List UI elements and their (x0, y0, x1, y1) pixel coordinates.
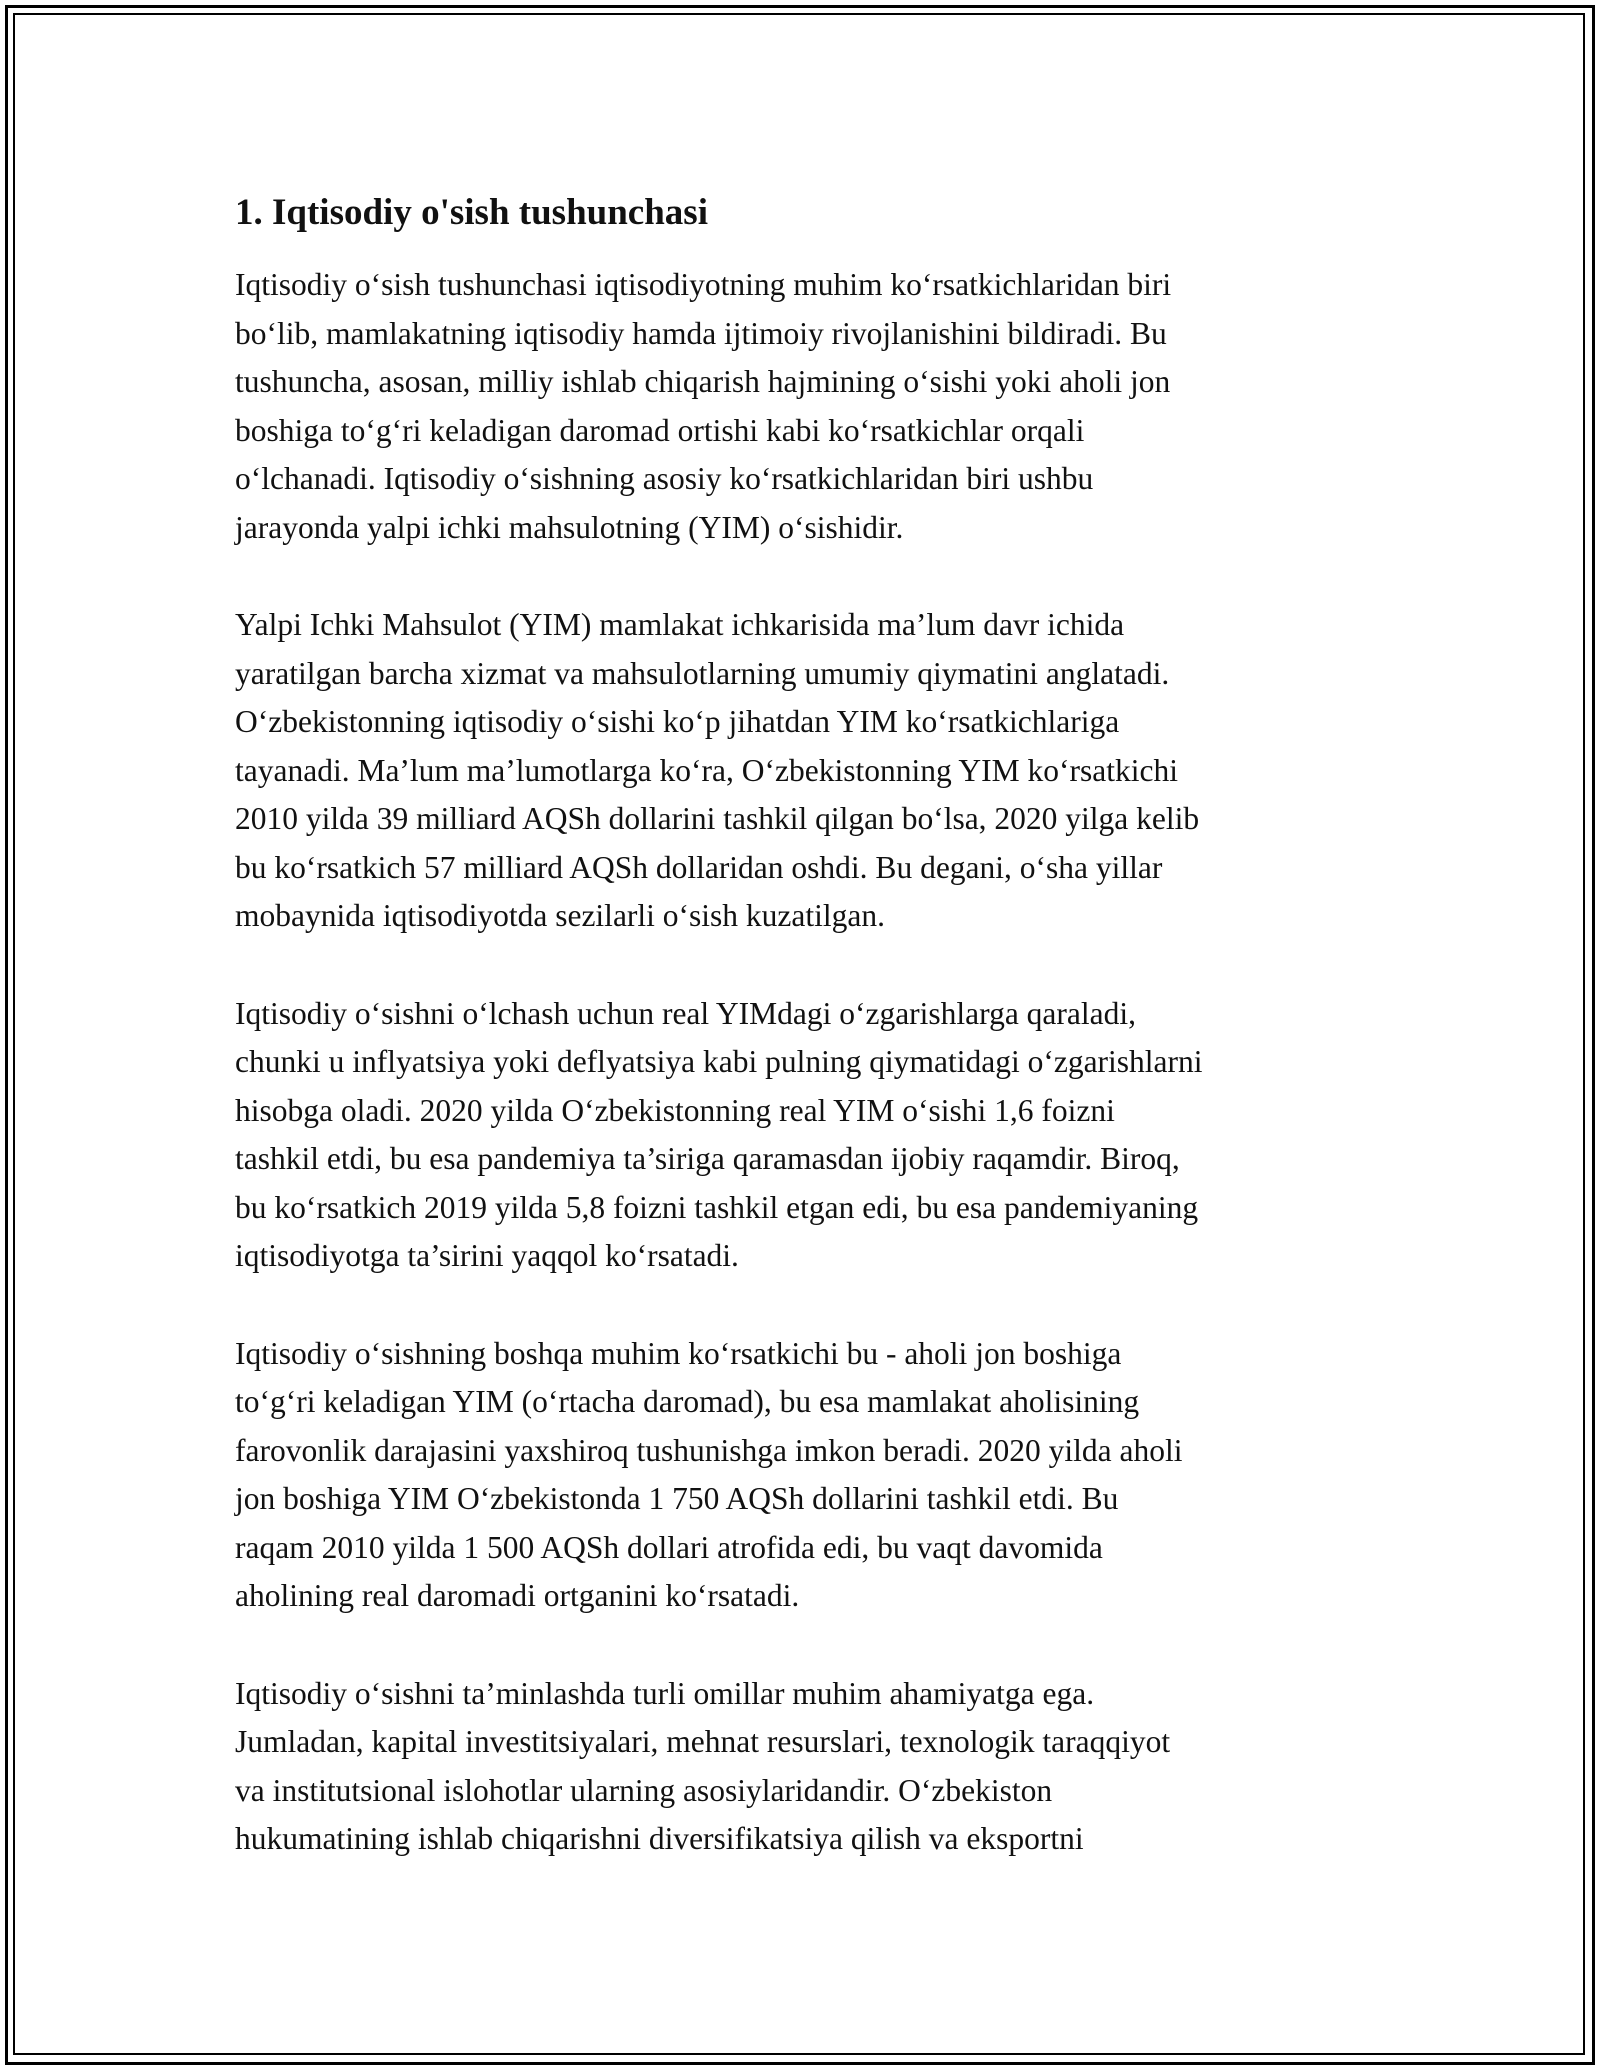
document-body (235, 185, 1375, 1913)
paragraph-1: Iqtisodiy o‘sish tushunchasi iqtisodiyotning muhim ko‘rsatkichlaridan biri bo‘lib, mamlakatning iqtisodiy hamda ijtimoiy rivojlanishini bildiradi. Bu tushuncha, asosan, milliy ishlab chiqarish hajmining o‘sishi yoki aholi jon boshiga to‘g‘ri keladigan daromad ortishi kabi ko‘rsatkichlar orqali o‘lchanadi. Iqtisodiy o‘sishning asosiy ko‘rsatkichlaridan biri ushbu jarayonda yalpi ichki mahsulotning (YIM) o‘sishidir. (235, 267, 1172, 545)
section-heading: 1. Iqtisodiy o'sish tushunchasi (235, 192, 708, 233)
paragraph-2: Yalpi Ichki Mahsulot (YIM) mamlakat ichkarisida ma’lum davr ichida yaratilgan barcha xizmat va mahsulotlarning umumiy qiymatini anglatadi. O‘zbekistonning iqtisodiy o‘sishi ko‘p jihatdan YIM ko‘rsatkichlariga tayanadi. Ma’lum ma’lumotlarga ko‘ra, O‘zbekistonning YIM ko‘rsatkichi 2010 yilda 39 milliard AQSh dollarini tashkil qilgan bo‘lsa, 2020 yilga kelib bu ko‘rsatkich 57 milliard AQSh dollaridan oshdi. Bu degani, o‘sha yillar mobaynida iqtisodiyotda sezilarli o‘sish kuzatilgan. (235, 607, 1200, 933)
paragraph-4: Iqtisodiy o‘sishning boshqa muhim ko‘rsatkichi bu - aholi jon boshiga to‘g‘ri keladigan YIM (o‘rtacha daromad), bu esa mamlakat aholisining farovonlik darajasini yaxshiroq tushunishga imkon beradi. 2020 yilda aholi jon boshiga YIM O‘zbekistonda 1 750 AQSh dollarini tashkil etdi. Bu raqam 2010 yilda 1 500 AQSh dollari atrofida edi, bu vaqt davomida aholining real daromadi ortganini ko‘rsatadi. (235, 1335, 1183, 1613)
paragraph-3: Iqtisodiy o‘sishni o‘lchash uchun real YIMdagi o‘zgarishlarga qaraladi, chunki u inflyatsiya yoki deflyatsiya kabi pulning qiymatidagi o‘zgarishlarni hisobga oladi. 2020 yilda O‘zbekistonning real YIM o‘sishi 1,6 foizni tashkil etdi, bu esa pandemiya ta’siriga qaramasdan ijobiy raqamdir. Biroq, bu ko‘rsatkich 2019 yilda 5,8 foizni tashkil etgan edi, bu esa pandemiyaning iqtisodiyotga ta’sirini yaqqol ko‘rsatadi. (235, 995, 1203, 1273)
paragraph-5: Iqtisodiy o‘sishni ta’minlashda turli omillar muhim ahamiyatga ega. Jumladan, kapital investitsiyalari, mehnat resurslari, texnologik taraqqiyot va institutsional islohotlar ularning asosiylaridandir. O‘zbekiston hukumatining ishlab chiqarishni diversifikatsiya qilish va eksportni (235, 1675, 1171, 1856)
